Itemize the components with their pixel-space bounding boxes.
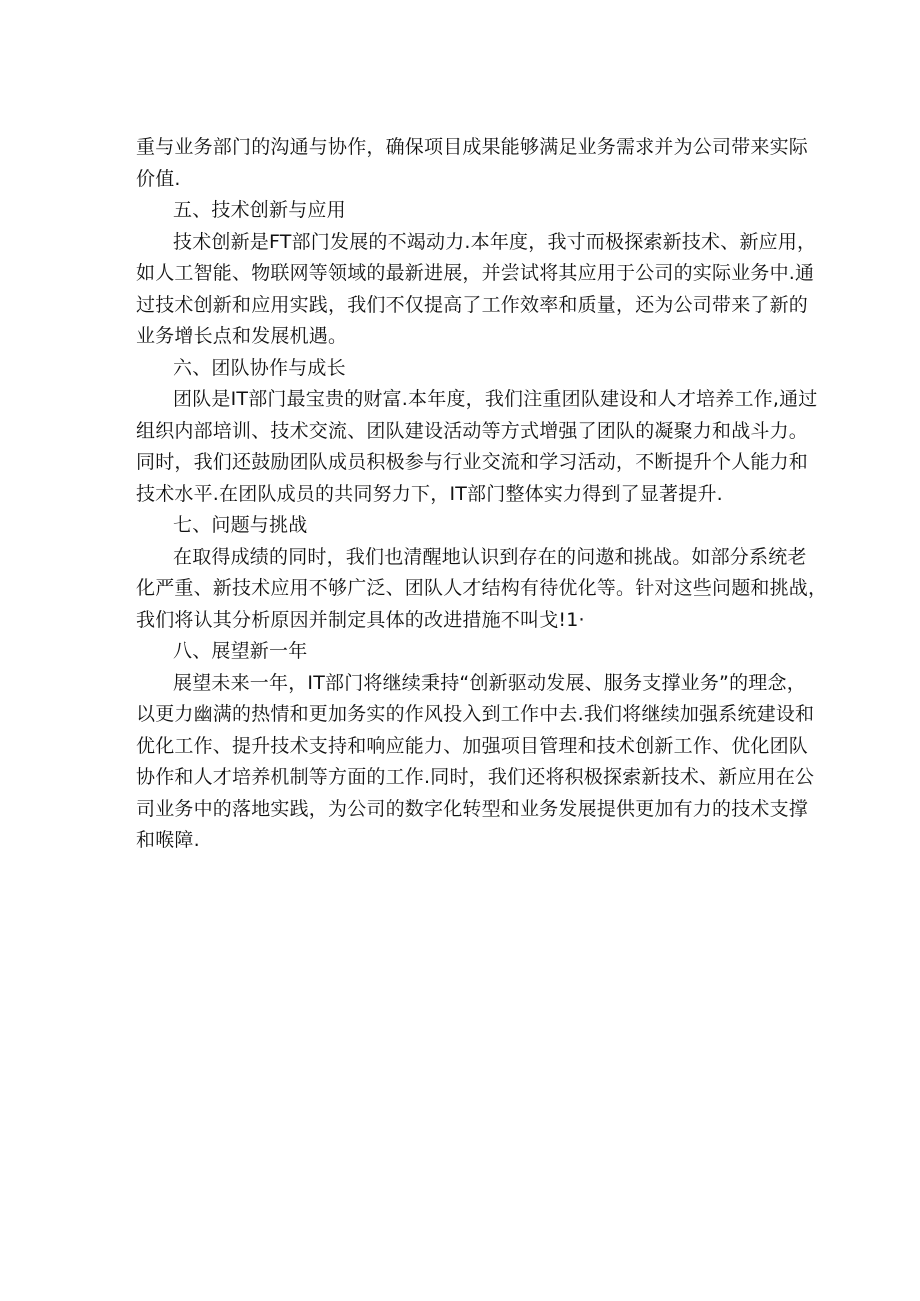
paragraph-line: 和喉障. (136, 829, 200, 851)
paragraph-line: 价值. (136, 167, 181, 190)
paragraph-line: 我们将认其分析原因并制定具体的改进措施不叫戈!1· (136, 608, 585, 631)
paragraph-line: 化严重、新技术应用不够广泛、团队人才结构有待优化等。针对这些问题和挑战， (136, 577, 828, 599)
paragraph-line: 组织内部培训、技术交流、团队建设活动等方式增强了团队的凝聚力和战斗力。 (136, 419, 809, 442)
paragraph-line: 协作和人才培养机制等方面的工作.同时，我们还将积极探索新技术、新应用在公 (136, 766, 815, 788)
paragraph-line: 技术创新是FT部门发展的不竭动力.本年度，我寸而极探索新技术、新应用， (173, 230, 817, 253)
paragraph-line: 优化工作、提升技术支持和响应能力、加强项目管理和技术创新工作、优化团队 (136, 734, 809, 757)
section-heading: 八、展望新一年 (173, 640, 308, 662)
paragraph-line: 如人工智能、物联网等领域的最新进展，并尝试将其应用于公司的实际业务中.通 (136, 262, 815, 284)
paragraph-line: 过技术创新和应用实践，我们不仅提高了工作效率和质量，还为公司带来了新的 (136, 293, 809, 316)
paragraph-line: 展望未来一年，IT部门将继续秉持“创新驱动发展、服务支撑业务”的理念， (173, 671, 806, 694)
section-heading: 六、团队协作与成长 (173, 356, 346, 379)
paragraph-line: 在取得成绩的同时，我们也清醒地认识到存在的问遨和挑战。如部分系统老 (173, 545, 807, 568)
paragraph-line: 业务增长点和发展机遇。 (136, 325, 348, 347)
section-heading: 七、问题与挑战 (173, 514, 308, 536)
document-body (136, 132, 828, 857)
paragraph-line: 同时，我们还鼓励团队成员积极参与行业交流和学习活动，不断提升个人能力和 (136, 451, 809, 473)
section-heading: 五、技术创新与应用 (173, 199, 346, 221)
paragraph-line: 以更力幽满的热情和更加务实的作风投入到工作中去.我们将继续加强系统建设和 (136, 703, 815, 725)
paragraph-line: 司业务中的落地实践，为公司的数字化转型和业务发展提供更加有力的技术支撑 (136, 797, 809, 820)
paragraph-line: 团队是IT部门最宝贵的财富.本年度，我们注重团队建设和人才培养工作,通过 (173, 388, 818, 410)
paragraph-line: 重与业务部门的沟通与协作，确保项目成果能够满足业务需求并为公司带来实际 (136, 136, 809, 158)
paragraph-line: 技术水平.在团队成员的共同努力下，IT部门整体实力得到了显著提升. (136, 482, 723, 505)
